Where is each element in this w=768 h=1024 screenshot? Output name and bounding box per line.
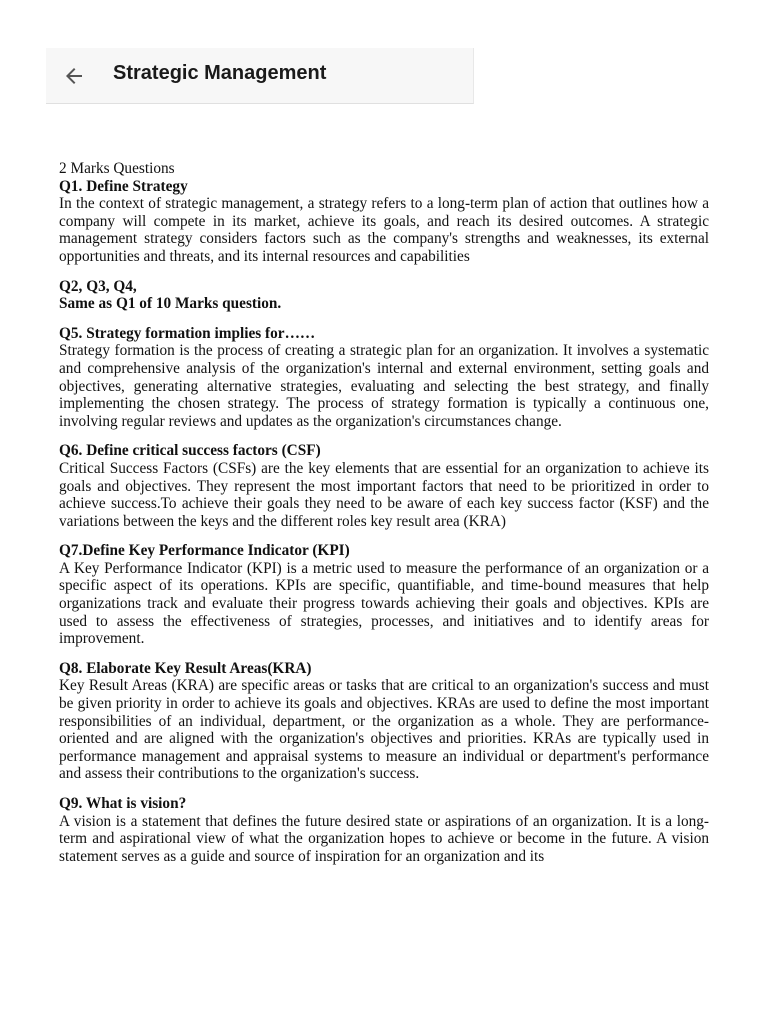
question-answer: A Key Performance Indicator (KPI) is a metric used to measure the performance of an organization or a specific aspect of its operations. KPIs are specific, quantifiable, and time-bound measures that help organizations track and evaluate their progress towards achieving their goals and objectives. KPIs are used to assess the effectiveness of strategies, processes, and initiatives and to identify areas for improvement.	[59, 559, 709, 648]
question-answer: Critical Success Factors (CSFs) are the key elements that are essential for an organization to achieve its goals and objectives. They represent the most important factors that need to be prioritized in order to achieve success.To achieve their goals they need to be aware of each key success factor (KSF) and the variations between the keys and the different roles key result area (KRA)	[59, 459, 709, 530]
question-title: Q8. Elaborate Key Result Areas(KRA)	[59, 659, 312, 677]
question-answer: A vision is a statement that defines the future desired state or aspirations of an organization. It is a long-term and aspirational view of what the organization hopes to achieve or become in the future. A vision statement serves as a guide and source of inspiration for an organization and its	[59, 812, 709, 865]
question-answer: In the context of strategic management, a strategy refers to a long-term plan of action that outlines how a company will compete in its market, achieve its goals, and reach its desired outcomes. A strategic management strategy considers factors such as the company's strengths and weaknesses, its external opportunities and threats, and its internal resources and capabilities	[59, 195, 709, 265]
question-9	[59, 795, 709, 865]
question-6	[59, 442, 709, 530]
section-intro: 2 Marks Questions	[59, 160, 175, 177]
question-title: Q5. Strategy formation implies for……	[59, 324, 316, 342]
question-2-3-4	[59, 278, 709, 313]
question-1	[59, 178, 709, 266]
document-content	[59, 160, 709, 877]
question-note: Same as Q1 of 10 Marks question.	[59, 295, 282, 313]
arrow-left-icon[interactable]	[62, 64, 86, 88]
question-title: Q9. What is vision?	[59, 795, 187, 812]
question-title: Q6. Define critical success factors (CSF)	[59, 442, 321, 460]
question-7	[59, 542, 709, 648]
question-title: Q7.Define Key Performance Indicator (KPI)	[59, 542, 350, 560]
question-answer: Strategy formation is the process of creating a strategic plan for an organization. It involves a systematic and comprehensive analysis of the organization's internal and external environment, setting goals and objectives, generating alternative strategies, evaluating and selecting the best strategy, and finally implementing the chosen strategy. The process of strategy formation is typically a continuous one, involving regular reviews and updates as the organization's circumstances change.	[59, 342, 709, 430]
question-answer: Key Result Areas (KRA) are specific areas or tasks that are critical to an organization's success and must be given priority in order to achieve its goals and objectives. KRAs are used to define the most important responsibilities of an individual, department, or the organization as a whole. They are performance-oriented and are aligned with the organization's objectives and priorities. KRAs are typically used in performance management and appraisal systems to measure an individual or department's performance and assess their contributions to the organization's success.	[59, 677, 709, 783]
question-title: Q2, Q3, Q4,	[59, 277, 137, 295]
page-title: Strategic Management	[113, 62, 327, 84]
question-8	[59, 660, 709, 783]
question-5	[59, 325, 709, 431]
app-bar	[46, 48, 474, 104]
question-title: Q1. Define Strategy	[59, 177, 188, 195]
